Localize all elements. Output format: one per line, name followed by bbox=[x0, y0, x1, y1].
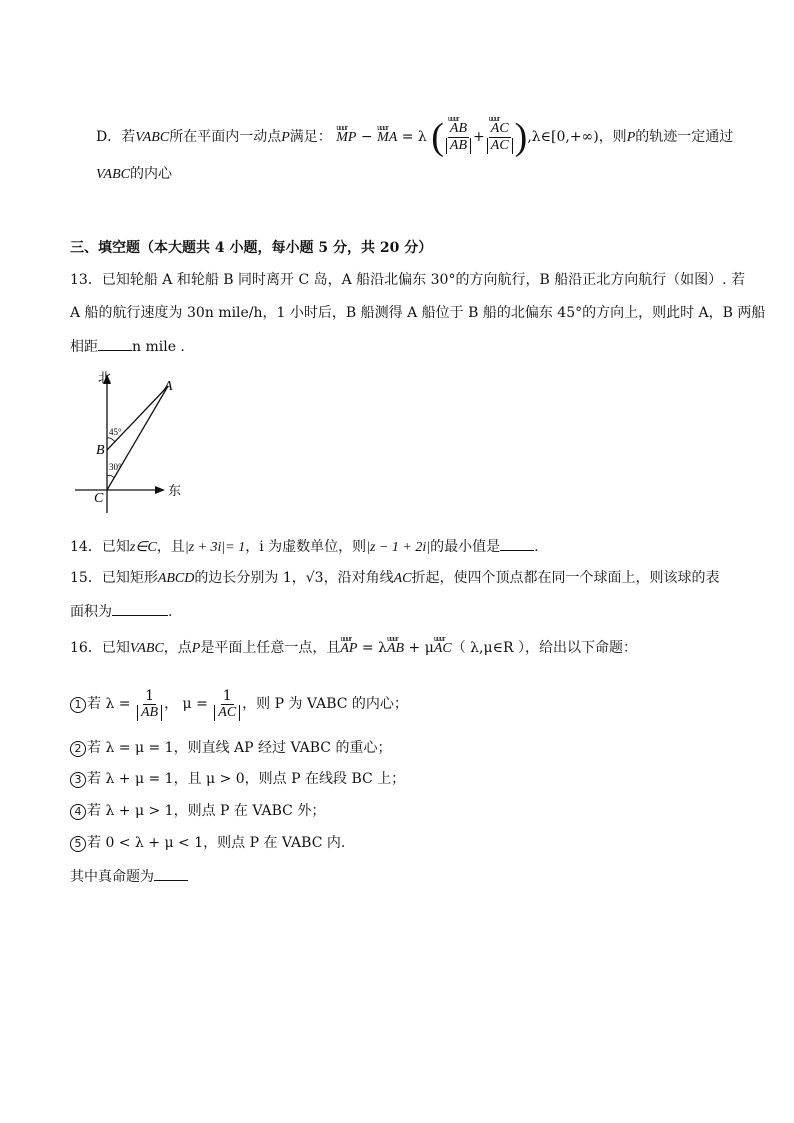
q15-line2: 面积为 . bbox=[70, 601, 172, 622]
fraction-ac: uuur $\frac{AC}{AC}$ bbox=[487, 121, 513, 154]
q14: 14．已知z∈C，且|z + 3i|= 1，i 为虚数单位，则|z − 1 + 2i|的最小值是 . bbox=[70, 536, 539, 558]
circled-number-3: 3 bbox=[70, 772, 86, 788]
answer-blank bbox=[500, 536, 534, 551]
fraction-ab: uuur $\frac{AB}{AB}$ bbox=[446, 121, 471, 154]
circled-number-4: 4 bbox=[70, 804, 86, 820]
q13-figure bbox=[70, 368, 200, 518]
answer-blank bbox=[154, 866, 188, 881]
point-c-label: C bbox=[94, 491, 104, 506]
vector-ap: uuur AP bbox=[340, 639, 357, 659]
q15-line1: 15．已知矩形ABCD的边长分别为 1，√3，沿对角线AC折起，使四个顶点都在同一个球面上，则该球的表 bbox=[70, 570, 720, 586]
fraction-1-over-ab: $\frac{1}{AB}$ bbox=[137, 688, 162, 721]
vector-ma: uuur MA bbox=[377, 128, 397, 148]
answer-blank bbox=[98, 336, 132, 351]
segment-ba bbox=[107, 386, 168, 450]
q16-item-1: 1 若 λ = $\frac{1}{AB}$ ， μ = $\frac{1}{AC}$ ，则 P 为 VABC 的内心； bbox=[70, 686, 408, 722]
angle-45-arc bbox=[107, 438, 115, 442]
angle-45-label: 45° bbox=[109, 427, 122, 437]
section-title: 三、填空题（本大题共 4 小题，每小题 5 分，共 20 分） bbox=[70, 240, 433, 256]
answer-blank bbox=[112, 601, 168, 616]
q16-item-5: 5 若 0 < λ + μ < 1，则点 P 在 VABC 内. bbox=[70, 833, 345, 853]
q13-line3: 相距 n mile . bbox=[70, 336, 185, 357]
option-d-line2: VABC的内心 bbox=[96, 166, 172, 182]
q13-line2: A 船的航行速度为 30n mile/h，1 小时后，B 船测得 A 船位于 B 船的北偏东 45°的方向上，则此时 A，B 两船 bbox=[70, 305, 766, 321]
north-label: 北 bbox=[98, 371, 112, 386]
east-label: 东 bbox=[168, 484, 182, 499]
q16-item-2: 2 若 λ = μ = 1，则直线 AP 经过 VABC 的重心； bbox=[70, 738, 391, 758]
fraction-1-over-ac: $\frac{1}{AC}$ bbox=[214, 688, 240, 721]
circled-number-1: 1 bbox=[70, 697, 86, 713]
option-d: D．若VABC所在平面内一动点P满足： uuur MP − uuur MA = λ ( uuur $\frac{AB}{AB}$ + uuur $\frac{AC}{AC}$ ),λ∈[0,+∞)，则P的轨迹一定通过 bbox=[96, 118, 733, 156]
q16-stem: 16．已知VABC，点P是平面上任意一点，且uuur AP = λuuur AB + μuuur AC（ λ,μ∈R ），给出以下命题： bbox=[70, 638, 637, 659]
point-a-label: A bbox=[164, 379, 173, 394]
angle-30-label: 30° bbox=[109, 462, 122, 472]
point-b-label: B bbox=[96, 443, 105, 458]
q16-item-4: 4 若 λ + μ > 1，则点 P 在 VABC 外； bbox=[70, 801, 325, 821]
circled-number-5: 5 bbox=[70, 836, 86, 852]
q13-line1: 13．已知轮船 A 和轮船 B 同时离开 C 岛，A 船沿北偏东 30°的方向航行，B 船沿正北方向航行（如图）. 若 bbox=[70, 272, 746, 288]
q16-last: 其中真命题为 bbox=[70, 866, 188, 887]
vector-mp: uuur MP bbox=[336, 128, 356, 148]
segment-ca bbox=[107, 386, 168, 490]
vector-ab: uuur AB bbox=[387, 639, 404, 659]
east-arrow-icon bbox=[155, 486, 165, 494]
vector-ac: uuur AC bbox=[434, 639, 452, 659]
circled-number-2: 2 bbox=[70, 741, 86, 757]
angle-30-arc bbox=[107, 475, 114, 478]
q16-item-3: 3 若 λ + μ = 1，且 μ > 0，则点 P 在线段 BC 上； bbox=[70, 769, 405, 789]
